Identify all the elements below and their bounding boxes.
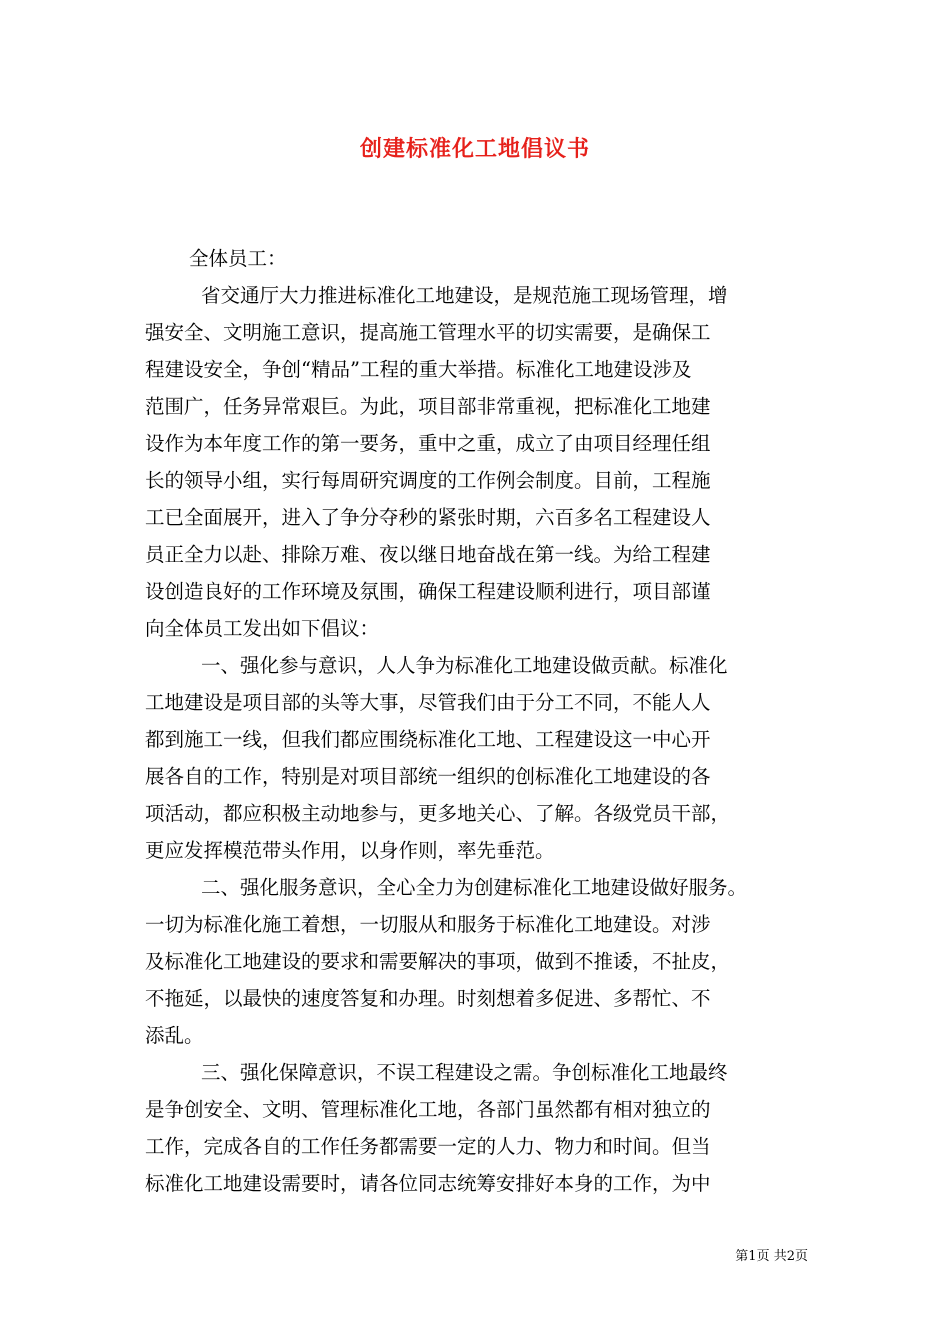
page-number-suffix: 页 xyxy=(794,1249,808,1264)
salutation: 全体员工： xyxy=(189,247,287,270)
document-title: 创建标准化工地倡议书 xyxy=(359,136,590,162)
body-line: 范围广，任务异常艰巨。为此，项目部非常重视，把标准化工地建 xyxy=(145,395,711,418)
body-line: 强安全、文明施工意识，提高施工管理水平的切实需要，是确保工 xyxy=(145,321,711,344)
body-line: 及标准化工地建设的要求和需要解决的事项，做到不推诿，不扯皮， xyxy=(145,950,731,973)
body-line: 设作为本年度工作的第一要务，重中之重，成立了由项目经理任组 xyxy=(145,432,711,455)
document-body xyxy=(145,240,825,1202)
body-line: 更应发挥模范带头作用，以身作则，率先垂范。 xyxy=(145,839,555,862)
page-number xyxy=(735,1248,808,1266)
body-line: 省交通厅大力推进标准化工地建设，是规范施工现场管理，增 xyxy=(201,284,728,307)
body-line: 标准化工地建设需要时，请各位同志统筹安排好本身的工作，为中 xyxy=(145,1172,711,1195)
page-number-total: 2 xyxy=(786,1249,795,1264)
page-number-current: 1 xyxy=(748,1249,757,1264)
body-line: 都到施工一线，但我们都应围绕标准化工地、工程建设这一中心开 xyxy=(145,728,711,751)
body-line: 工作，完成各自的工作任务都需要一定的人力、物力和时间。但当 xyxy=(145,1135,711,1158)
body-line: 程建设安全，争创“精品”工程的重大举措。标准化工地建设涉及 xyxy=(145,358,692,381)
body-line: 添乱。 xyxy=(145,1024,204,1047)
body-line: 工已全面展开，进入了争分夺秒的紧张时期，六百多名工程建设人 xyxy=(145,506,711,529)
body-line: 三、强化保障意识，不误工程建设之需。争创标准化工地最终 xyxy=(201,1061,728,1084)
body-line: 设创造良好的工作环境及氛围，确保工程建设顺利进行，项目部谨 xyxy=(145,580,711,603)
body-line: 长的领导小组，实行每周研究调度的工作例会制度。目前，工程施 xyxy=(145,469,711,492)
body-line: 是争创安全、文明、管理标准化工地，各部门虽然都有相对独立的 xyxy=(145,1098,711,1121)
body-line: 一切为标准化施工着想，一切服从和服务于标准化工地建设。对涉 xyxy=(145,913,711,936)
body-line: 展各自的工作，特别是对项目部统一组织的创标准化工地建设的各 xyxy=(145,765,711,788)
body-line: 向全体员工发出如下倡议： xyxy=(145,617,380,640)
page-number-prefix: 第 xyxy=(735,1249,749,1264)
body-line: 项活动，都应积极主动地参与，更多地关心、了解。各级党员干部， xyxy=(145,802,731,825)
body-line: 二、强化服务意识，全心全力为创建标准化工地建设做好服务。 xyxy=(201,876,748,899)
body-line: 一、强化参与意识，人人争为标准化工地建设做贡献。标准化 xyxy=(201,654,728,677)
page-number-middle: 页 共 xyxy=(756,1249,787,1264)
body-line: 不拖延，以最快的速度答复和办理。时刻想着多促进、多帮忙、不 xyxy=(145,987,711,1010)
body-line: 工地建设是项目部的头等大事，尽管我们由于分工不同，不能人人 xyxy=(145,691,711,714)
body-line: 员正全力以赴、排除万难、夜以继日地奋战在第一线。为给工程建 xyxy=(145,543,711,566)
